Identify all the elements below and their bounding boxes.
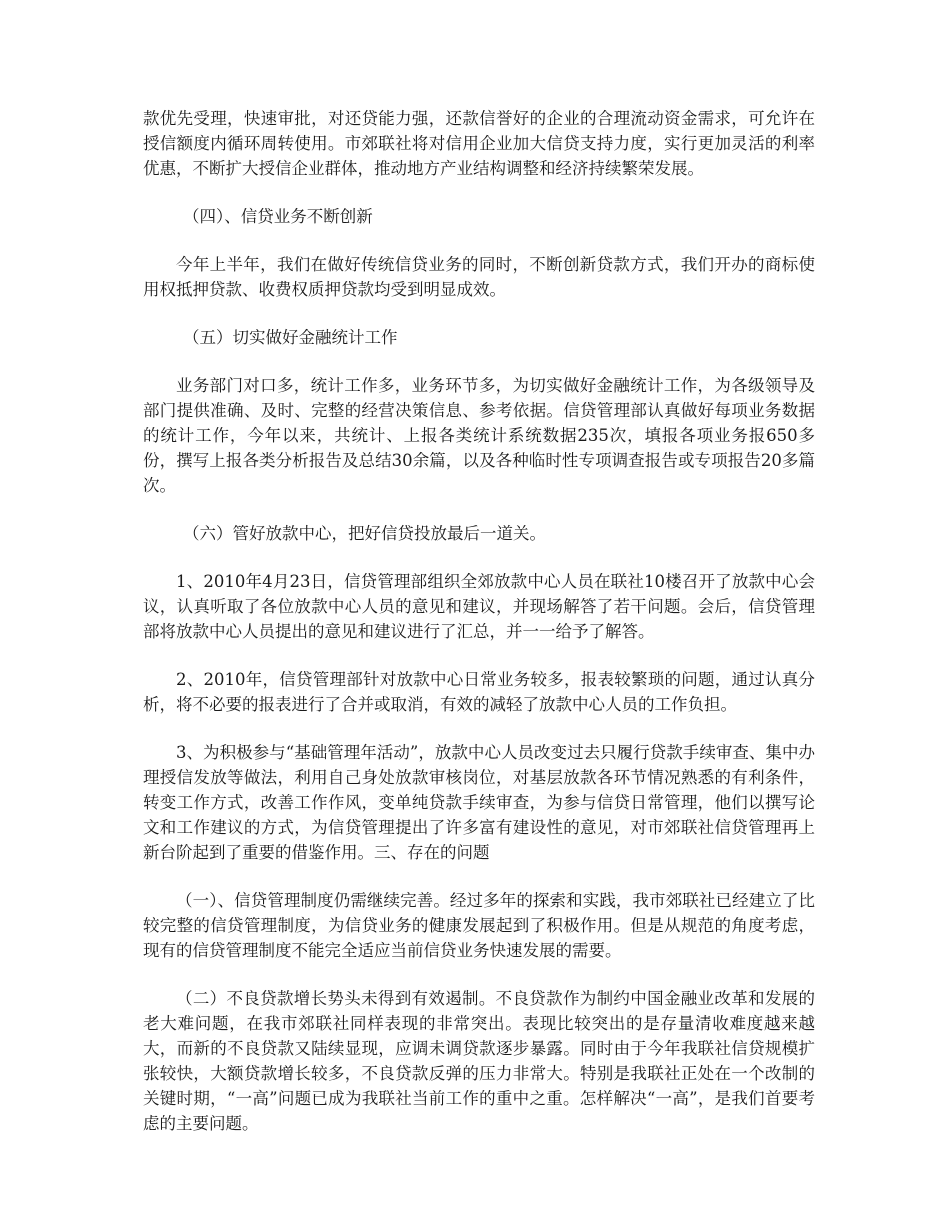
paragraph-credit-innovation: 今年上半年，我们在做好传统信贷业务的同时，不断创新贷款方式，我们开办的商标使用权抵押贷款、收费权质押贷款均受到明显成效。 bbox=[143, 255, 815, 299]
paragraph-item-3: 3、为积极参与“基础管理年活动”，放款中心人员改变过去只履行贷款手续审查、集中办理授信发放等做法，利用自己身处放款审核岗位，对基层放款各环节情况熟悉的有利条件，转变工作方式，改善工作作风，变单纯贷款手续审查，为参与信贷日常管理，他们以撰写论文和工作建议的方式，为信贷管理提出了许多富有建设性的意见，对市郊联社信贷管理再上新台阶起到了重要的借鉴作用。三、存在的问题 bbox=[143, 743, 815, 862]
section-heading-5: （五）切实做好金融统计工作 bbox=[183, 328, 398, 347]
paragraph-financial-statistics: 业务部门对口多，统计工作多，业务环节多，为切实做好金融统计工作，为各级领导及部门提供准确、及时、完整的经营决策信息、参考依据。信贷管理部认真做好每项业务数据的统计工作，今年以来，共统计、上报各类统计系统数据235次，填报各项业务报650多份，撰写上报各类分析报告及总结30余篇，以及各种临时性专项调查报告或专项报告20多篇次。 bbox=[143, 376, 815, 495]
paragraph-problem-1: （一）、信贷管理制度仍需继续完善。经过多年的探索和实践，我市郊联社已经建立了比较完整的信贷管理制度，为信贷业务的健康发展起到了积极作用。但是从规范的角度考虑，现有的信贷管理制度不能完全适应当前信贷业务快速发展的需要。 bbox=[143, 891, 815, 960]
paragraph-item-2: 2、2010年，信贷管理部针对放款中心日常业务较多，报表较繁琐的问题，通过认真分析，将不必要的报表进行了合并或取消，有效的减轻了放款中心人员的工作负担。 bbox=[143, 670, 815, 714]
document-page bbox=[143, 106, 815, 1159]
paragraph-item-1: 1、2010年4月23日，信贷管理部组织全郊放款中心人员在联社10楼召开了放款中心会议，认真听取了各位放款中心人员的意见和建议，并现场解答了若干问题。会后，信贷管理部将放款中心人员提出的意见和建议进行了汇总，并一一给予了解答。 bbox=[143, 572, 815, 641]
paragraph-problem-2: （二）不良贷款增长势头未得到有效遏制。不良贷款作为制约中国金融业改革和发展的老大难问题，在我市郊联社同样表现的非常突出。表现比较突出的是存量清收难度越来越大，而新的不良贷款又陆续显现，应调未调贷款逐步暴露。同时由于今年我联社信贷规模扩张较快，大额贷款增长较多，不良贷款反弹的压力非常大。特别是我联社正处在一个改制的关键时期，“一高”问题已成为我联社当前工作的重中之重。怎样解决“一高”，是我们首要考虑的主要问题。 bbox=[143, 989, 815, 1133]
section-heading-4: （四）、信贷业务不断创新 bbox=[183, 207, 373, 226]
paragraph-continuation: 款优先受理，快速审批，对还贷能力强，还款信誉好的企业的合理流动资金需求，可允许在授信额度内循环周转使用。市郊联社将对信用企业加大信贷支持力度，实行更加灵活的利率优惠，不断扩大授信企业群体，推动地方产业结构调整和经济持续繁荣发展。 bbox=[143, 109, 815, 178]
section-heading-6: （六）管好放款中心，把好信贷投放最后一道关。 bbox=[183, 524, 546, 543]
